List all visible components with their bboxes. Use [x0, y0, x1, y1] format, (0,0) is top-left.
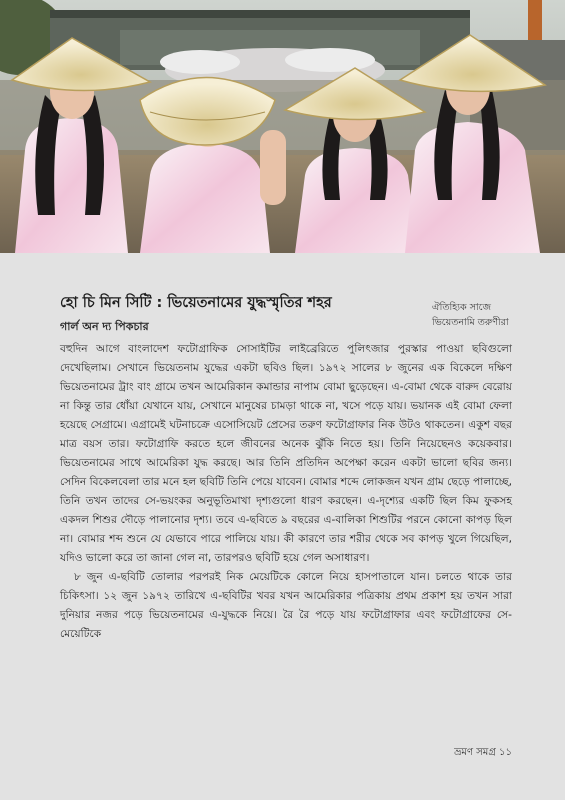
photo-vietnamese-girls	[0, 0, 565, 253]
girl-2	[140, 78, 286, 254]
article-subheading: গার্ল অন দ্য পিকচার	[60, 320, 149, 333]
photo-caption	[432, 300, 557, 330]
paragraph-2: ৮ জুন এ-ছবিটি তোলার পরপরই নিক মেয়েটিকে কোলে নিয়ে হাসপাতালে যান। চলতে থাকে তার চিকিৎসা। ১২ জুন ১৯৭২ তারিখে এ-ছবিটির খবর যখন আমেরিকার পত্রিকায় প্রথম প্রকাশ হয় তখন সারা দুনিয়ার নজর পড়ে ভিয়েতনামের এ-যুদ্ধকে নিয়ে। রৈ রৈ পড়ে যায় ফটোগ্রাফার এবং ফটোগ্রাফের সে-মেয়েটিকে	[60, 571, 512, 640]
article-title: হো চি মিন সিটি : ভিয়েতনামের যুদ্ধস্মৃতির শহর	[60, 295, 332, 311]
page-footer: ভ্রমণ সমগ্র ১১	[454, 747, 512, 758]
photo-illustration	[0, 0, 565, 253]
caption-line-2: ভিয়েতনামি তরুণীরা	[432, 317, 509, 328]
caption-line-1: ঐতিহ্যিক সাজে	[432, 302, 491, 313]
article-body	[60, 340, 512, 644]
paragraph-1: বহুদিন আগে বাংলাদেশ ফটোগ্রাফিক সোসাইটির লাইব্রেরিতে পুলিৎজার পুরস্কার পাওয়া ছবিগুলো দেখেছিলাম। সেখানে ভিয়েতনাম যুদ্ধের একটা ছবিও ছিল। ১৯৭২ সালের ৮ জুনের এক বিকেলে দক্ষিণ ভিয়েতনামের ট্রাং বাং গ্রামে তখন আমেরিকান কমান্ডার নাপাম বোমা ছুড়েছেন। এ-বোমা থেকে বারুদ বেরোয় না কিন্তু তার ধোঁয়া যেখানে যায়, সেখানে মানুষের চামড়া থাকে না, খসে পড়ে যায়। ভয়ানক এই বোমা ফেলা হয়েছে সেগ্রামে। এগ্রামেই ঘটনাচক্রে এসোসিয়েট প্রেসের তরুণ ফটোগ্রাফার নিক উটও থাকতেন। একুশ বছর মাত্র বয়স তার। ফটোগ্রাফি করতে হলে জীবনের অনেক ঝুঁকি নিতে হয়। তিনি নিয়েছেনও কয়েকবার। ভিয়েতনামের সাথে আমেরিকা যুদ্ধ করছে। আর তিনি প্রতিদিন অপেক্ষা করেন একটা ভালো ছবির জন্য। সেদিন বিকেলবেলা তার মনে হল ছবিটি তিনি পেয়ে যাবেন। বোমার শব্দে লোকজন যখন গ্রাম ছেড়ে পালাচ্ছে, তিনি তখন তাদের সে-ভয়ংকর অনুভূতিমাখা দৃশ্যগুলো ধারণ করছেন। এ-দৃশ্যের একটি ছিল কিম ফুকসহ একদল শিশুর দৌড়ে পালানোর দৃশ্য। তবে এ-ছবিতে ৯ বছরের এ-বালিকা শিশুটির পরনে কোনো কাপড় ছিল না। বোমার শব্দ শুনে যে যেভাবে পারে পালিয়ে যায়। কী কারণে তার শরীর থেকে সব কাপড় খুলে গিয়েছিল, যদিও ভালো করে তা জানা গেল না, তারপরও ছবিটি হয়ে গেল অসাধারণ।	[60, 343, 512, 564]
